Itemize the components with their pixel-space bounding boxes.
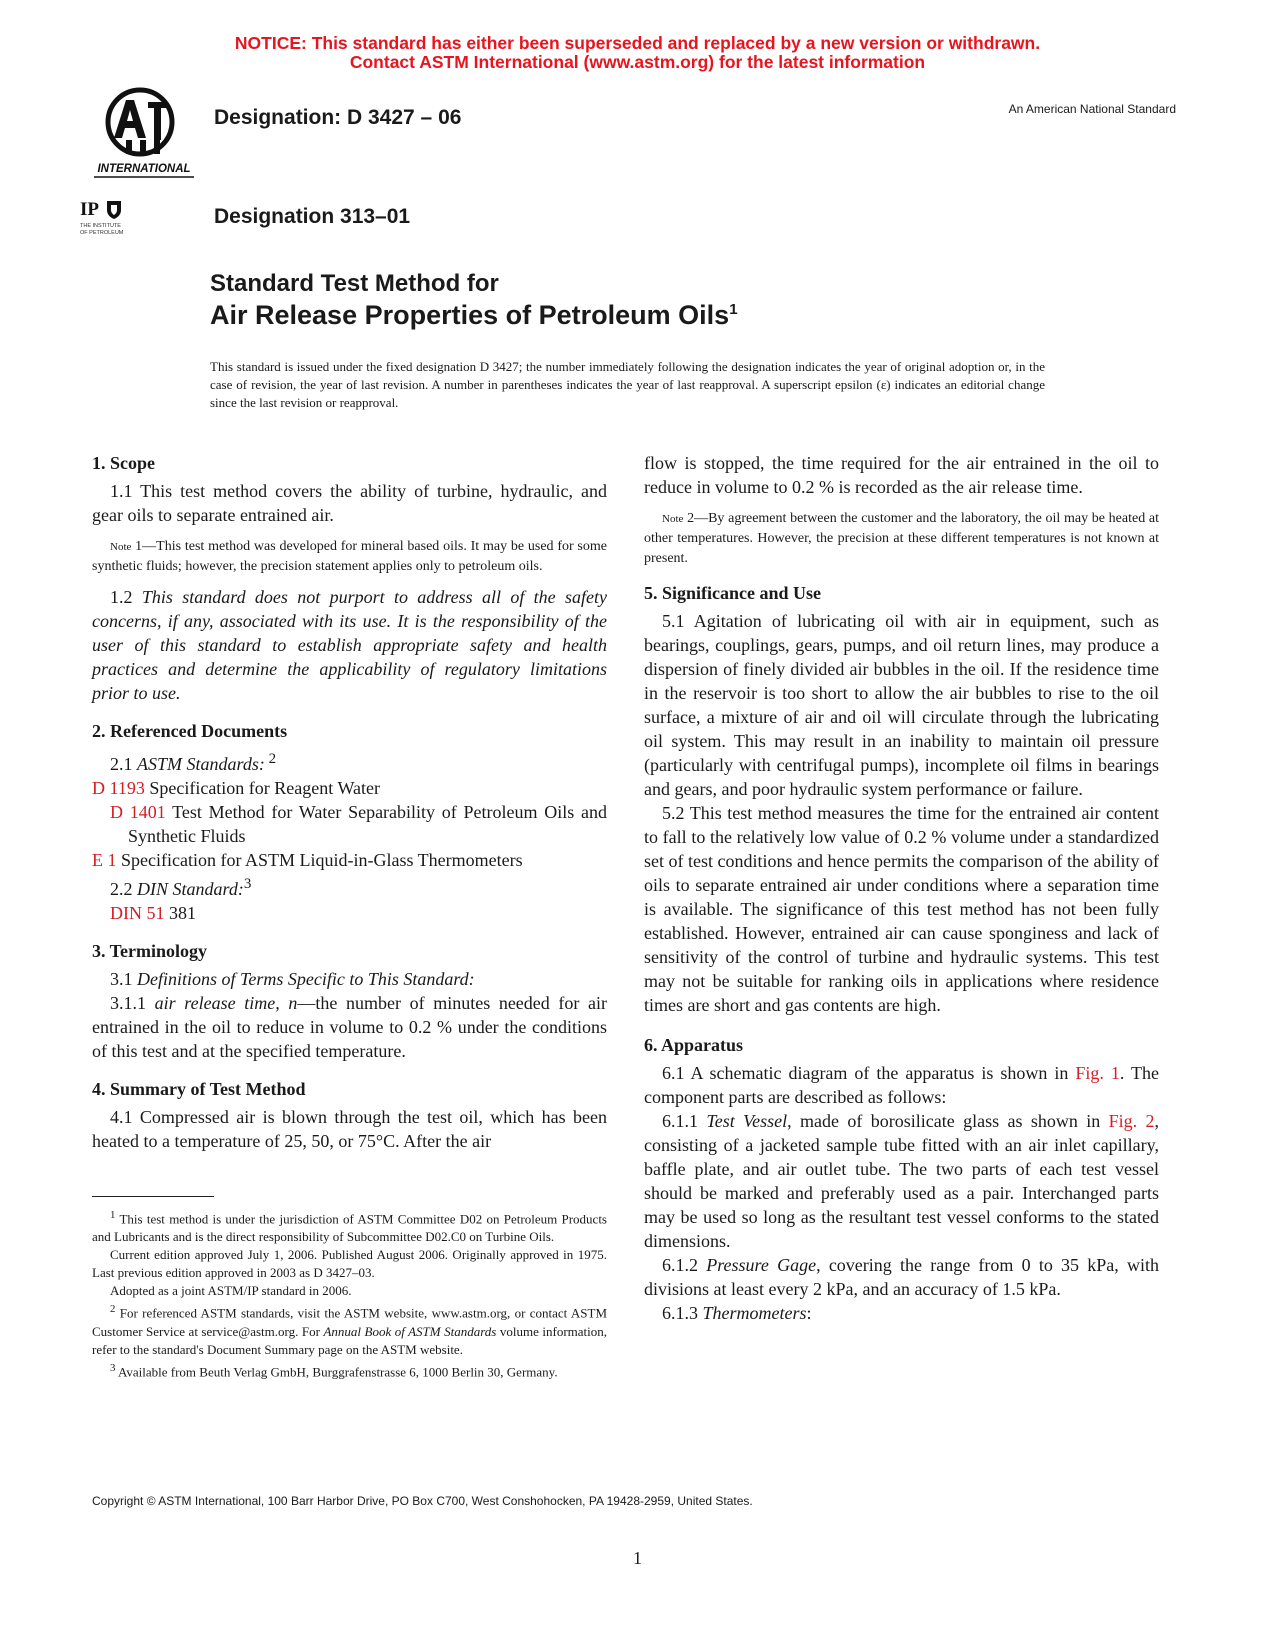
ip-logo-sub-1: THE INSTITUTE: [80, 223, 121, 229]
national-standard-label: An American National Standard: [1008, 102, 1176, 116]
astm-logo: [92, 86, 196, 184]
ref-d1193: [92, 776, 607, 800]
left-column: [92, 451, 607, 1153]
footnote-3-text: Available from Beuth Verlag GmbH, Burggrafenstrasse 6, 1000 Berlin 30, Germany.: [115, 1363, 558, 1379]
para-1-2-text: This standard does not purport to address all of the safety concerns, if any, associated with its use. It is the responsibility of the user of this standard to establish appropriate safety and health practices and determine the applicability of regulatory limitations prior to use.: [92, 587, 608, 703]
term-thermometers: Thermometers: [702, 1303, 807, 1323]
para-number: 2.2: [110, 879, 137, 899]
fig-2-link[interactable]: Fig. 2: [1108, 1111, 1155, 1131]
note-label: Note: [110, 541, 132, 553]
footnote-mark: 1: [110, 1209, 116, 1221]
notice-line-1: NOTICE: This standard has either been superseded and replaced by a new version or withdrawn.: [234, 33, 1041, 53]
para-3-1: [92, 967, 607, 991]
astm-designation: Designation: D 3427 – 06: [214, 106, 462, 129]
para-number: 1.2: [110, 587, 142, 607]
section-heading-apparatus: 6. Apparatus: [644, 1035, 744, 1055]
footnote-ref-3: 3: [243, 876, 252, 892]
fig-1-link[interactable]: Fig. 1: [1075, 1063, 1120, 1083]
astm-standards-label: ASTM Standards:: [137, 754, 265, 774]
withdrawal-notice: [0, 34, 1275, 72]
ref-text: Test Method for Water Separability of Petroleum Oils and Synthetic Fluids: [128, 802, 607, 846]
para-6-1-2-text: , covering the range from 0 to 35 kPa, with divisions at least every 2 kPa, and an accuracy of 1.5 kPa.: [644, 1255, 1159, 1299]
footnote-1-adoption: Adopted as a joint ASTM/IP standard in 2006.: [110, 1283, 352, 1299]
ref-text: Specification for Reagent Water: [144, 778, 380, 798]
footnote-2-text: For referenced ASTM standards, visit the ASTM website, www.astm.org, or contact ASTM Customer Service at service@astm.org. For: [92, 1305, 607, 1339]
para-6-1-3-colon: :: [806, 1303, 812, 1323]
ref-e1: [92, 848, 607, 872]
para-6-1-1-text: , made of borosilicate glass as shown in: [787, 1111, 1109, 1131]
ip-logo-text: IP: [80, 199, 99, 220]
para-number: 3.1: [110, 969, 137, 989]
para-3-1-1: [92, 991, 607, 1063]
section-heading-terminology: 3. Terminology: [92, 941, 208, 961]
para-2-1: [92, 747, 607, 776]
note-1: [92, 537, 607, 577]
para-6-1: [644, 1061, 1159, 1109]
para-5-1: 5.1 Agitation of lubricating oil with air in equipment, such as bearings, couplings, gears, pumps, and oil return lines, may produce a dispersion of finely divided air bubbles in the oil. If the residence time in the reservoir is too short to allow the air bubbles to rise to the oil surface, a mixture of air and oil will circulate through the lubricating oil system. This may result in an inability to maintain oil pressure (particularly with centrifugal pumps), incomplete oil films in bearings and gears, and poor hydraulic system performance or failure.: [644, 611, 1159, 799]
footnote-mark: 2: [110, 1303, 116, 1316]
term-test-vessel: Test Vessel: [706, 1111, 788, 1131]
note-2-text: 2—By agreement between the customer and the laboratory, the oil may be heated at other temperatures. However, the precision at these different temperatures is not known at present.: [644, 511, 1159, 566]
din-standard-label: DIN Standard:: [137, 879, 244, 899]
para-3-1-1-text: —the number of minutes needed for air entrained in the oil to reduce in volume to 0.2 % under the conditions of this test and at the specified temperature.: [92, 993, 608, 1061]
note-2: [644, 509, 1159, 569]
para-number: 2.1: [110, 754, 137, 774]
section-heading-summary: 4. Summary of Test Method: [92, 1079, 306, 1099]
footnote-divider: [92, 1196, 214, 1197]
section-heading-referenced-documents: 2. Referenced Documents: [92, 721, 288, 741]
section-heading-scope: 1. Scope: [92, 453, 155, 473]
footnote-1-text: This test method is under the jurisdiction of ASTM Committee D02 on Petroleum Products and Lubricants and is the direct responsibility of Subcommittee D02.C0 on Turbine Oils.: [92, 1211, 607, 1245]
footnotes: [92, 1206, 607, 1381]
page-number: 1: [633, 1548, 642, 1568]
para-6-1-text: 6.1 A schematic diagram of the apparatus is shown in: [662, 1063, 1076, 1083]
notice-line-2: Contact ASTM International (www.astm.org) for the latest information: [349, 52, 926, 72]
term-pressure-gage: Pressure Gage: [706, 1255, 817, 1275]
para-6-1-1: [644, 1109, 1159, 1253]
para-4-1-continued: flow is stopped, the time required for the air entrained in the oil to reduce in volume to 0.2 % is recorded as the air release time.: [644, 453, 1159, 497]
para-1-2: [92, 585, 607, 705]
ref-text: 381: [164, 903, 196, 923]
ip-logo-sub-2: OF PETROLEUM: [80, 230, 124, 236]
annual-book-title: Annual Book of ASTM Standards: [323, 1323, 497, 1339]
ref-din: [92, 901, 607, 925]
footnote-2: [92, 1300, 607, 1358]
title-line-2: [210, 300, 738, 331]
ip-logo: [80, 198, 144, 238]
para-6-1-3: [644, 1301, 1159, 1325]
title-line-1: Standard Test Method for: [210, 270, 499, 297]
para-number: 6.1.3: [662, 1303, 703, 1323]
title-footnote-mark: 1: [729, 301, 738, 318]
ref-link-din51[interactable]: DIN 51: [110, 903, 165, 923]
para-5-2: 5.2 This test method measures the time for the entrained air content to fall to the relatively low value of 0.2 % volume under a standardized set of test conditions and hence permits the comparison of the ability of oils to separate entrained air under conditions where a separation time is available. The significance of this test method has not been fully established. However, entrained air can cause sponginess and lack of sensitivity of the control of turbine and hydraulic systems. This test may not be suitable for ranking oils in applications where residence times are short and gas contents are high.: [644, 803, 1159, 1015]
para-3-1-text: Definitions of Terms Specific to This Standard:: [137, 969, 475, 989]
ref-link-d1401[interactable]: D 1401: [110, 802, 166, 822]
footnote-mark: 3: [110, 1361, 116, 1374]
copyright: Copyright © ASTM International, 100 Barr Harbor Drive, PO Box C700, West Conshohocken, PA 19428-2959, United States.: [92, 1494, 753, 1508]
footnote-2-text-end: volume information, refer to the standard's Document Summary page on the ASTM website.: [92, 1323, 608, 1357]
term-air-release-time: air release time, n: [154, 993, 298, 1013]
footnote-3: [92, 1359, 607, 1381]
ref-d1401: [92, 800, 607, 848]
footnote-ref-2: 2: [264, 751, 277, 767]
ip-designation: Designation 313–01: [214, 205, 411, 228]
para-6-1-2: [644, 1253, 1159, 1301]
para-6-1-1-text-end: , consisting of a jacketed sample tube fitted with an air inlet capillary, baffle plate, and air outlet tube. The two parts of each test vessel should be marked and preferably used as a pair. Interchanged parts may be used so long as the resultant test vessel conforms to the stated dimensions.: [644, 1111, 1160, 1251]
footnote-1-approval: Current edition approved July 1, 2006. Published August 2006. Originally approved in 1975. Last previous edition approved in 2003 as D 3427–03.: [92, 1247, 607, 1281]
para-4-1: 4.1 Compressed air is blown through the test oil, which has been heated to a temperature of 25, 50, or 75°C. After the air: [92, 1107, 607, 1151]
para-1-1: 1.1 This test method covers the ability of turbine, hydraulic, and gear oils to separate entrained air.: [92, 481, 607, 525]
preamble: This standard is issued under the fixed designation D 3427; the number immediately following the designation indicates the year of original adoption or, in the case of revision, the year of last revision. A number in parentheses indicates the year of last reapproval. A superscript epsilon (ε) indicates an editorial change since the last revision or reapproval.: [210, 359, 1045, 410]
para-number: 6.1.2: [662, 1255, 707, 1275]
note-1-text: 1—This test method was developed for mineral based oils. It may be used for some synthetic fluids; however, the precision statement applies only to petroleum oils.: [92, 539, 607, 574]
para-number: 6.1.1: [662, 1111, 707, 1131]
astm-logo-text: INTERNATIONAL: [97, 163, 191, 175]
para-6-1-text-end: . The component parts are described as follows:: [644, 1063, 1159, 1107]
section-heading-significance: 5. Significance and Use: [644, 583, 822, 603]
title-main: Air Release Properties of Petroleum Oils: [210, 300, 730, 330]
footnote-1: [92, 1206, 607, 1246]
right-column: [644, 451, 1159, 1325]
ref-link-d1193[interactable]: D 1193: [92, 778, 145, 798]
para-number: 3.1.1: [110, 993, 155, 1013]
para-2-2: [92, 872, 607, 901]
ref-text: Specification for ASTM Liquid-in-Glass Thermometers: [116, 850, 523, 870]
ref-link-e1[interactable]: E 1: [92, 850, 117, 870]
note-label: Note: [662, 513, 684, 525]
